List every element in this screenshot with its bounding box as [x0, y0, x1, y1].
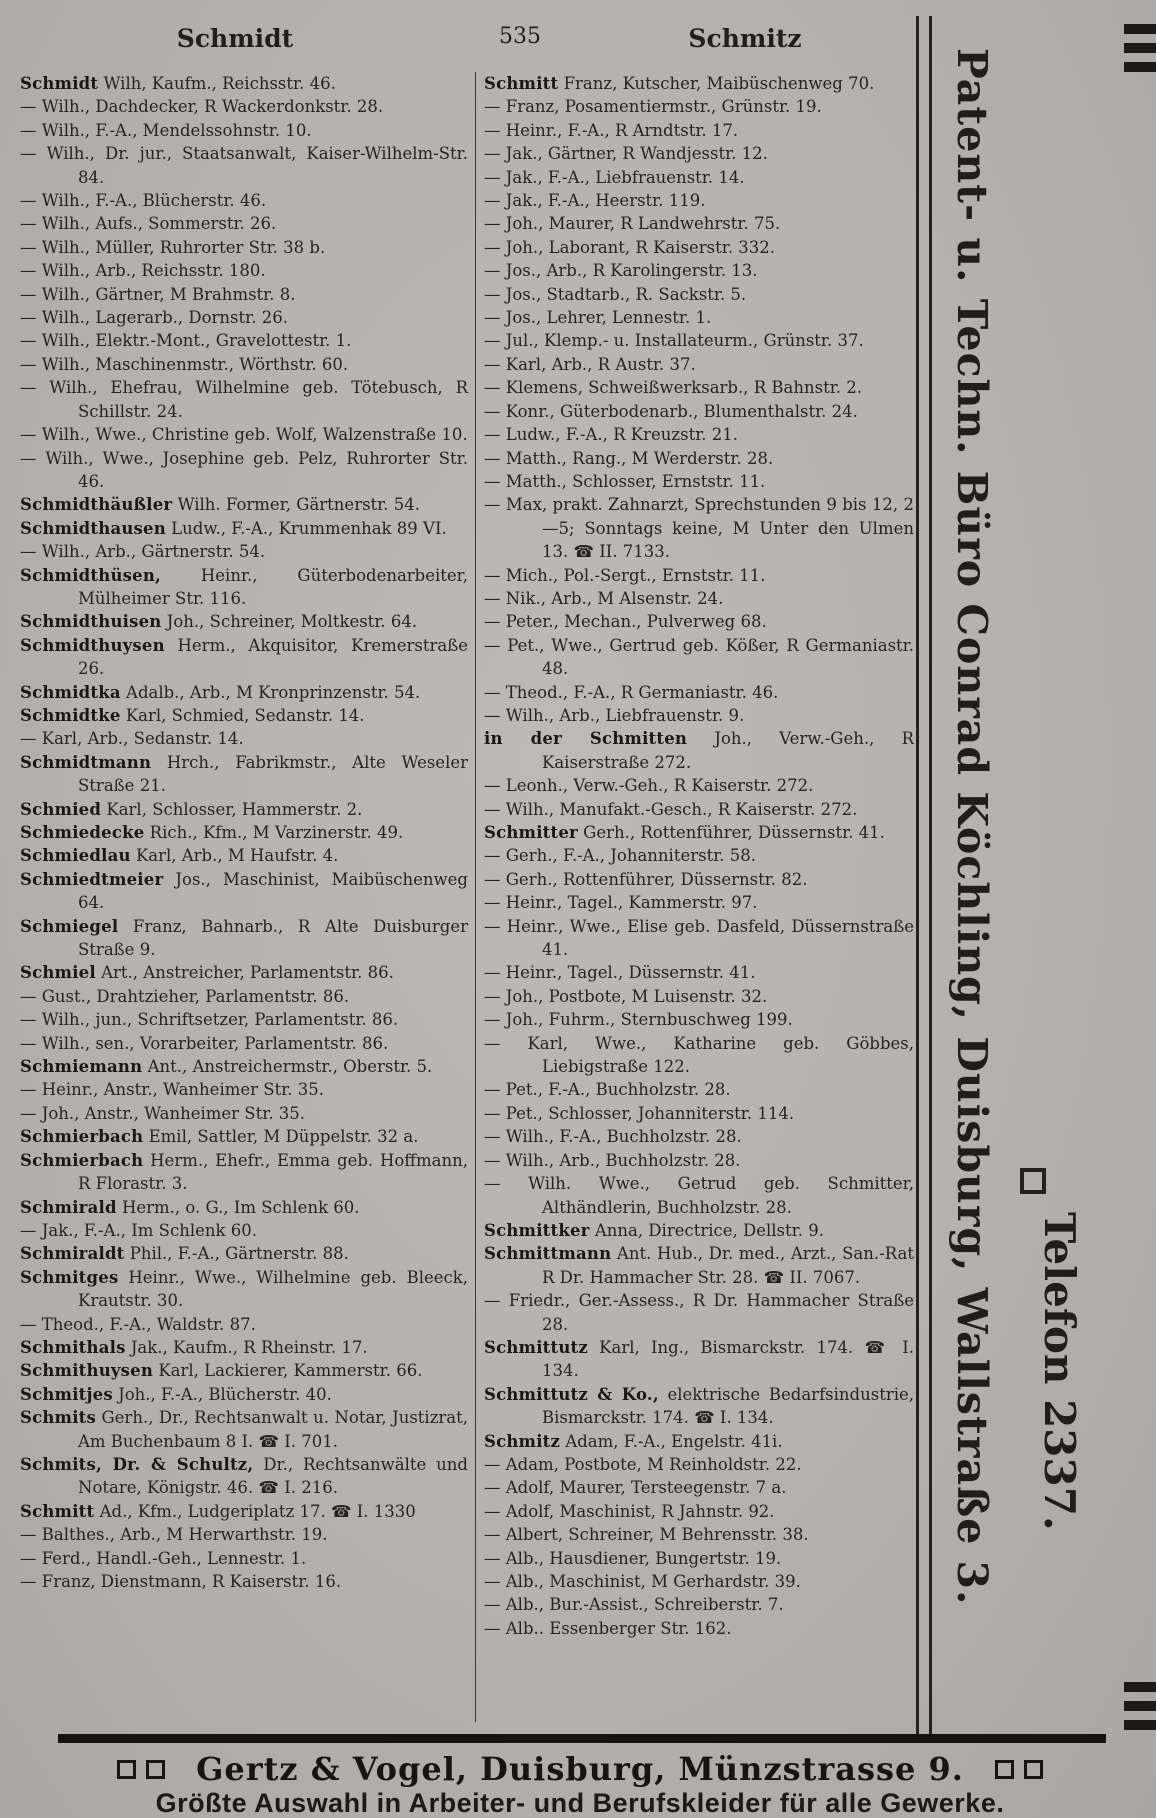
entry-surname: Schmidthüsen,	[20, 565, 161, 585]
directory-entry: Schmitges Heinr., Wwe., Wilhelmine geb. Bleeck, Krautstr. 30.	[20, 1267, 468, 1311]
directory-entry: — Peter., Mechan., Pulverweg 68.	[484, 612, 767, 632]
directory-entry: Schmirald Herm., o. G., Im Schlenk 60.	[20, 1197, 360, 1217]
directory-entry: Schmiemann Ant., Anstreichermstr., Oberstr. 5.	[20, 1057, 433, 1077]
entry-surname: Schmidt	[20, 74, 99, 93]
directory-entry: Schmidthüsen, Heinr., Güterbodenarbeiter, Mülheimer Str. 116.	[20, 565, 469, 608]
triple-bar-ornament-top	[1124, 24, 1156, 81]
directory-entry: — Joh., Anstr., Wanheimer Str. 35.	[20, 1103, 306, 1123]
directory-entry: — Karl, Arb., R Austr. 37.	[484, 354, 696, 374]
entry-surname: Schmitter	[484, 823, 578, 842]
directory-entry: — Matth., Schlosser, Ernststr. 11.	[484, 471, 766, 491]
directory-entry: — Gerh., F.-A., Johanniterstr. 58.	[484, 846, 757, 866]
directory-entry: Schmierbach Emil, Sattler, M Düppelstr. 32 a.	[20, 1127, 419, 1147]
directory-entry: — Adolf, Maschinist, R Jahnstr. 92.	[484, 1501, 775, 1521]
directory-entry: Schmittker Anna, Directrice, Dellstr. 9.	[484, 1220, 824, 1240]
directory-entry: Schmithals Jak., Kaufm., R Rheinstr. 17.	[20, 1337, 368, 1357]
directory-entry: Schmidthuisen Joh., Schreiner, Moltkestr. 64.	[20, 612, 418, 632]
directory-entry: — Wilh., Arb., Gärtnerstr. 54.	[20, 542, 266, 562]
bar-ornament	[1124, 43, 1156, 53]
entry-surname: Schmitges	[20, 1267, 119, 1287]
directory-entry: — Wilh., Manufakt.-Gesch., R Kaiserstr. 272.	[484, 799, 858, 819]
directory-entry: — Wilh., Arb., Reichsstr. 180.	[20, 261, 266, 281]
entry-surname: Schmitt	[484, 74, 559, 93]
directory-entry: — Alb., Bur.-Assist., Schreiberstr. 7.	[484, 1595, 784, 1615]
entry-surname: Schmiedtmeier	[20, 869, 164, 889]
entry-surname: Schmidthuysen	[20, 635, 165, 655]
directory-entry: — Karl, Wwe., Katharine geb. Göbbes, Liebigstraße 122.	[484, 1033, 914, 1077]
entry-surname: Schmithals	[20, 1337, 126, 1357]
directory-entry: Schmiegel Franz, Bahnarb., R Alte Duisburger Straße 9.	[20, 916, 468, 960]
footer-ad-line2: Größte Auswahl in Arbeiter- und Berufskleider für alle Gewerke.	[155, 1788, 1005, 1818]
directory-entry: Schmied Karl, Schlosser, Hammerstr. 2.	[20, 799, 363, 819]
directory-entry: — Wilh., Elektr.-Mont., Gravelottestr. 1.	[20, 331, 352, 351]
directory-entry: — Heinr., Wwe., Elise geb. Dasfeld, Düssernstraße 41.	[484, 916, 914, 960]
directory-entry: — Adolf, Maurer, Tersteegenstr. 7 a.	[484, 1478, 787, 1498]
directory-entry: — Ludw., F.-A., R Kreuzstr. 21.	[484, 425, 739, 445]
directory-entry: Schmiedecke Rich., Kfm., M Varzinerstr. 49.	[20, 823, 404, 842]
directory-entry: — Ferd., Handl.-Geh., Lennestr. 1.	[20, 1548, 307, 1568]
directory-entry: — Jak., F.-A., Liebfrauenstr. 14.	[484, 167, 745, 187]
directory-entry: — Jos., Lehrer, Lennestr. 1.	[484, 308, 712, 328]
directory-entry: Schmithuysen Karl, Lackierer, Kammerstr. 66.	[20, 1361, 423, 1381]
footer-ad-title: Gertz & Vogel, Duisburg, Münzstrasse 9.	[196, 1750, 964, 1788]
directory-entry: — Pet., F.-A., Buchholzstr. 28.	[484, 1080, 731, 1100]
directory-entry: Schmierbach Herm., Ehefr., Emma geb. Hoffmann, R Florastr. 3.	[20, 1150, 468, 1194]
directory-entry: — Wilh., sen., Vorarbeiter, Parlamentstr. 86.	[20, 1033, 389, 1053]
directory-entry: — Heinr., Anstr., Wanheimer Str. 35.	[20, 1080, 325, 1100]
entry-surname: Schmittutz & Ko.,	[484, 1384, 659, 1404]
entry-surname: Schmittutz	[484, 1337, 588, 1357]
entry-surname: Schmiegel	[20, 916, 119, 936]
directory-entry: Schmidthuysen Herm., Akquisitor, Kremerstraße 26.	[20, 635, 469, 679]
entry-surname: Schmits	[20, 1408, 96, 1428]
directory-entry: — Karl, Arb., Sedanstr. 14.	[20, 729, 244, 749]
right-column	[476, 72, 914, 1732]
directory-entry: — Jak., F.-A., Heerstr. 119.	[484, 191, 706, 211]
directory-entry: Schmitt Ad., Kfm., Ludgeriplatz 17. ☎ I. 1330	[20, 1501, 416, 1521]
directory-entry: — Theod., F.-A., R Germaniastr. 46.	[484, 682, 779, 702]
directory-entry: — Jos., Arb., R Karolingerstr. 13.	[484, 261, 758, 281]
directory-entry: — Gerh., Rottenführer, Düssernstr. 82.	[484, 869, 808, 889]
directory-entry: — Alb.. Essenberger Str. 162.	[484, 1618, 732, 1638]
directory-entry: — Heinr., Tagel., Düssernstr. 41.	[484, 963, 756, 983]
entry-surname: Schmierbach	[20, 1150, 144, 1170]
directory-entry: Schmitz Adam, F.-A., Engelstr. 41i.	[484, 1431, 783, 1451]
footer-ad-line1	[40, 1750, 1120, 1788]
directory-entry: Schmiraldt Phil., F.-A., Gärtnerstr. 88.	[20, 1244, 349, 1264]
triple-bar-ornament-bottom	[1124, 1682, 1156, 1739]
directory-entry: — Gust., Drahtzieher, Parlamentstr. 86.	[20, 986, 350, 1006]
bar-ornament	[1124, 24, 1156, 34]
directory-entry: — Heinr., F.-A., R Arndtstr. 17.	[484, 120, 739, 140]
directory-entry: — Jos., Stadtarb., R. Sackstr. 5.	[484, 284, 747, 304]
directory-entry: — Klemens, Schweißwerksarb., R Bahnstr. 2.	[484, 378, 863, 398]
left-column	[20, 72, 475, 1732]
square-ornament	[1020, 1168, 1046, 1194]
bar-ornament	[1124, 1701, 1156, 1711]
bar-ornament	[1124, 1682, 1156, 1692]
directory-entry: — Wilh. Wwe., Getrud geb. Schmitter, Althändlerin, Buchholzstr. 28.	[484, 1174, 914, 1217]
directory-entry: — Balthes., Arb., M Herwarthstr. 19.	[20, 1525, 328, 1545]
header-right-surname: Schmitz	[688, 24, 802, 53]
directory-entry: — Albert, Schreiner, M Behrensstr. 38.	[484, 1525, 809, 1545]
directory-entry: — Alb., Maschinist, M Gerhardstr. 39.	[484, 1572, 801, 1591]
entry-surname: Schmidtka	[20, 682, 121, 702]
entry-surname: Schmidthausen	[20, 518, 166, 538]
directory-entry: — Alb., Hausdiener, Bungertstr. 19.	[484, 1548, 782, 1568]
directory-entry: Schmittutz Karl, Ing., Bismarckstr. 174. ☎ I. 134.	[484, 1337, 914, 1381]
directory-entry: — Franz, Dienstmann, R Kaiserstr. 16.	[20, 1572, 342, 1591]
entry-surname: Schmithuysen	[20, 1361, 154, 1381]
directory-entry: — Pet., Wwe., Gertrud geb. Kößer, R Germaniastr. 48.	[484, 635, 914, 679]
directory-entry: — Mich., Pol.-Sergt., Ernststr. 11.	[484, 565, 766, 585]
directory-entry: Schmittmann Ant. Hub., Dr. med., Arzt., San.-Rat R Dr. Hammacher Str. 28. ☎ II. 7067.	[484, 1244, 914, 1287]
directory-entry: — Wilh., jun., Schriftsetzer, Parlamentstr. 86.	[20, 1010, 399, 1030]
directory-entry: — Joh., Maurer, R Landwehrstr. 75.	[484, 214, 781, 234]
directory-entry: — Leonh., Verw.-Geh., R Kaiserstr. 272.	[484, 776, 814, 796]
square-icon	[146, 1760, 165, 1779]
directory-entry: — Theod., F.-A., Waldstr. 87.	[20, 1314, 256, 1334]
directory-entry: — Jak., Gärtner, R Wandjesstr. 12.	[484, 144, 768, 164]
directory-entry: Schmitjes Joh., F.-A., Blücherstr. 40.	[20, 1384, 332, 1404]
directory-entry: Schmidtka Adalb., Arb., M Kronprinzenstr. 54.	[20, 682, 421, 702]
directory-entry: — Wilh., Dr. jur., Staatsanwalt, Kaiser-Wilhelm-Str. 84.	[20, 144, 468, 187]
directory-entry: — Joh., Postbote, M Luisenstr. 32.	[484, 986, 768, 1006]
bar-ornament	[1124, 1720, 1156, 1730]
square-icon	[117, 1760, 136, 1779]
entry-surname: Schmirald	[20, 1197, 117, 1217]
directory-entry: — Matth., Rang., M Werderstr. 28.	[484, 448, 774, 468]
page-number: 535	[499, 24, 541, 49]
entry-surname: Schmittmann	[484, 1244, 612, 1264]
directory-entry: Schmidtke Karl, Schmied, Sedanstr. 14.	[20, 705, 365, 725]
directory-entry: Schmidthausen Ludw., F.-A., Krummenhak 89 VI.	[20, 518, 447, 538]
directory-entry: — Wilh., F.-A., Buchholzstr. 28.	[484, 1127, 742, 1147]
directory-entry: Schmidt Wilh, Kaufm., Reichsstr. 46.	[20, 74, 336, 93]
entry-surname: Schmidtmann	[20, 752, 152, 772]
directory-entry: — Franz, Posamentiermstr., Grünstr. 19.	[484, 97, 822, 117]
entry-surname: Schmidtke	[20, 705, 121, 725]
directory-columns	[20, 72, 916, 1732]
directory-entry: — Wilh., Ehefrau, Wilhelmine geb. Tötebusch, R Schillstr. 24.	[20, 378, 468, 421]
sidebar-ad-text: Patent- u. Techn. Büro Conrad Köchling, Duisburg, Wallstraße 3.	[948, 48, 996, 1606]
directory-entry: — Wilh., F.-A., Mendelssohnstr. 10.	[20, 120, 312, 140]
directory-entry: — Wilh., Müller, Ruhrorter Str. 38 b.	[20, 237, 326, 257]
footer-rule	[58, 1734, 1106, 1743]
entry-surname: Schmiedecke	[20, 823, 145, 842]
directory-entry: Schmitter Gerh., Rottenführer, Düssernstr. 41.	[484, 823, 885, 842]
directory-entry: Schmidthäußler Wilh. Former, Gärtnerstr. 54.	[20, 495, 420, 515]
entry-surname: Schmitjes	[20, 1384, 113, 1404]
entry-surname: Schmierbach	[20, 1127, 144, 1147]
directory-entry: — Joh., Laborant, R Kaiserstr. 332.	[484, 237, 776, 257]
directory-entry: — Wilh., Gärtner, M Brahmstr. 8.	[20, 284, 296, 304]
directory-entry: — Konr., Güterbodenarb., Blumenthalstr. 24.	[484, 401, 858, 421]
directory-entry: Schmidtmann Hrch., Fabrikmstr., Alte Weseler Straße 21.	[20, 752, 468, 796]
entry-surname: Schmied	[20, 799, 102, 819]
entry-surname: Schmittker	[484, 1220, 590, 1240]
directory-entry: — Pet., Schlosser, Johanniterstr. 114.	[484, 1103, 795, 1123]
directory-entry: — Wilh., Wwe., Christine geb. Wolf, Walzenstraße 10.	[20, 425, 468, 445]
directory-entry: Schmiel Art., Anstreicher, Parlamentstr. 86.	[20, 963, 394, 983]
entry-surname: Schmitt	[20, 1501, 95, 1521]
directory-entry: Schmits Gerh., Dr., Rechtsanwalt u. Notar, Justizrat, Am Buchenbaum 8 I. ☎ I. 701.	[20, 1408, 468, 1451]
directory-entry: — Jul., Klemp.- u. Installateurm., Grünstr. 37.	[484, 331, 864, 351]
bar-ornament	[1124, 62, 1156, 72]
entry-surname: Schmidthuisen	[20, 612, 162, 632]
directory-entry: Schmitt Franz, Kutscher, Maibüschenweg 70.	[484, 74, 875, 93]
directory-entry: in der Schmitten Joh., Verw.-Geh., R Kaiserstraße 272.	[484, 729, 914, 772]
directory-entry: — Wilh., Wwe., Josephine geb. Pelz, Ruhrorter Str. 46.	[20, 448, 468, 491]
directory-entry: Schmiedtmeier Jos., Maschinist, Maibüschenweg 64.	[20, 869, 468, 913]
header-left-surname: Schmidt	[176, 24, 294, 53]
entry-surname: Schmits, Dr. & Schultz,	[20, 1454, 254, 1474]
directory-entry: — Wilh., F.-A., Blücherstr. 46.	[20, 191, 267, 211]
directory-entry: — Wilh., Dachdecker, R Wackerdonkstr. 28.	[20, 97, 384, 117]
directory-entry: — Wilh., Aufs., Sommerstr. 26.	[20, 214, 277, 234]
directory-entry: — Wilh., Maschinenmstr., Wörthstr. 60.	[20, 354, 349, 374]
directory-entry: — Adam, Postbote, M Reinholdstr. 22.	[484, 1454, 802, 1474]
entry-surname: Schmiemann	[20, 1057, 143, 1077]
directory-entry: Schmiedlau Karl, Arb., M Haufstr. 4.	[20, 846, 339, 866]
entry-surname: in der Schmitten	[484, 729, 688, 749]
entry-surname: Schmiel	[20, 963, 96, 983]
directory-entry: — Heinr., Tagel., Kammerstr. 97.	[484, 893, 758, 913]
directory-entry: — Friedr., Ger.-Assess., R Dr. Hammacher Straße 28.	[484, 1291, 914, 1334]
directory-entry: — Wilh., Arb., Liebfrauenstr. 9.	[484, 705, 745, 725]
directory-entry: — Wilh., Arb., Buchholzstr. 28.	[484, 1150, 741, 1170]
sidebar-double-rule	[916, 16, 932, 1736]
directory-entry: — Nik., Arb., M Alsenstr. 24.	[484, 588, 724, 608]
square-icon	[995, 1760, 1014, 1779]
directory-entry: — Joh., Fuhrm., Sternbuschweg 199.	[484, 1010, 793, 1030]
directory-entry: — Jak., F.-A., Im Schlenk 60.	[20, 1220, 258, 1240]
directory-entry: Schmittutz & Ko., elektrische Bedarfsindustrie, Bismarckstr. 174. ☎ I. 134.	[484, 1384, 914, 1428]
square-icon	[1024, 1760, 1043, 1779]
sidebar-phone-text: Telefon 2337.	[1035, 1212, 1085, 1531]
directory-entry: — Wilh., Lagerarb., Dornstr. 26.	[20, 308, 288, 328]
directory-entry: — Max, prakt. Zahnarzt, Sprechstunden 9 bis 12, 2—5; Sonntags keine, M Unter den Ulmen 13. ☎ II. 7133.	[484, 495, 914, 562]
directory-entry: Schmits, Dr. & Schultz, Dr., Rechtsanwälte und Notare, Königstr. 46. ☎ I. 216.	[20, 1454, 468, 1498]
entry-surname: Schmiedlau	[20, 846, 131, 866]
entry-surname: Schmiraldt	[20, 1244, 125, 1264]
entry-surname: Schmidthäußler	[20, 495, 173, 515]
entry-surname: Schmitz	[484, 1431, 561, 1451]
